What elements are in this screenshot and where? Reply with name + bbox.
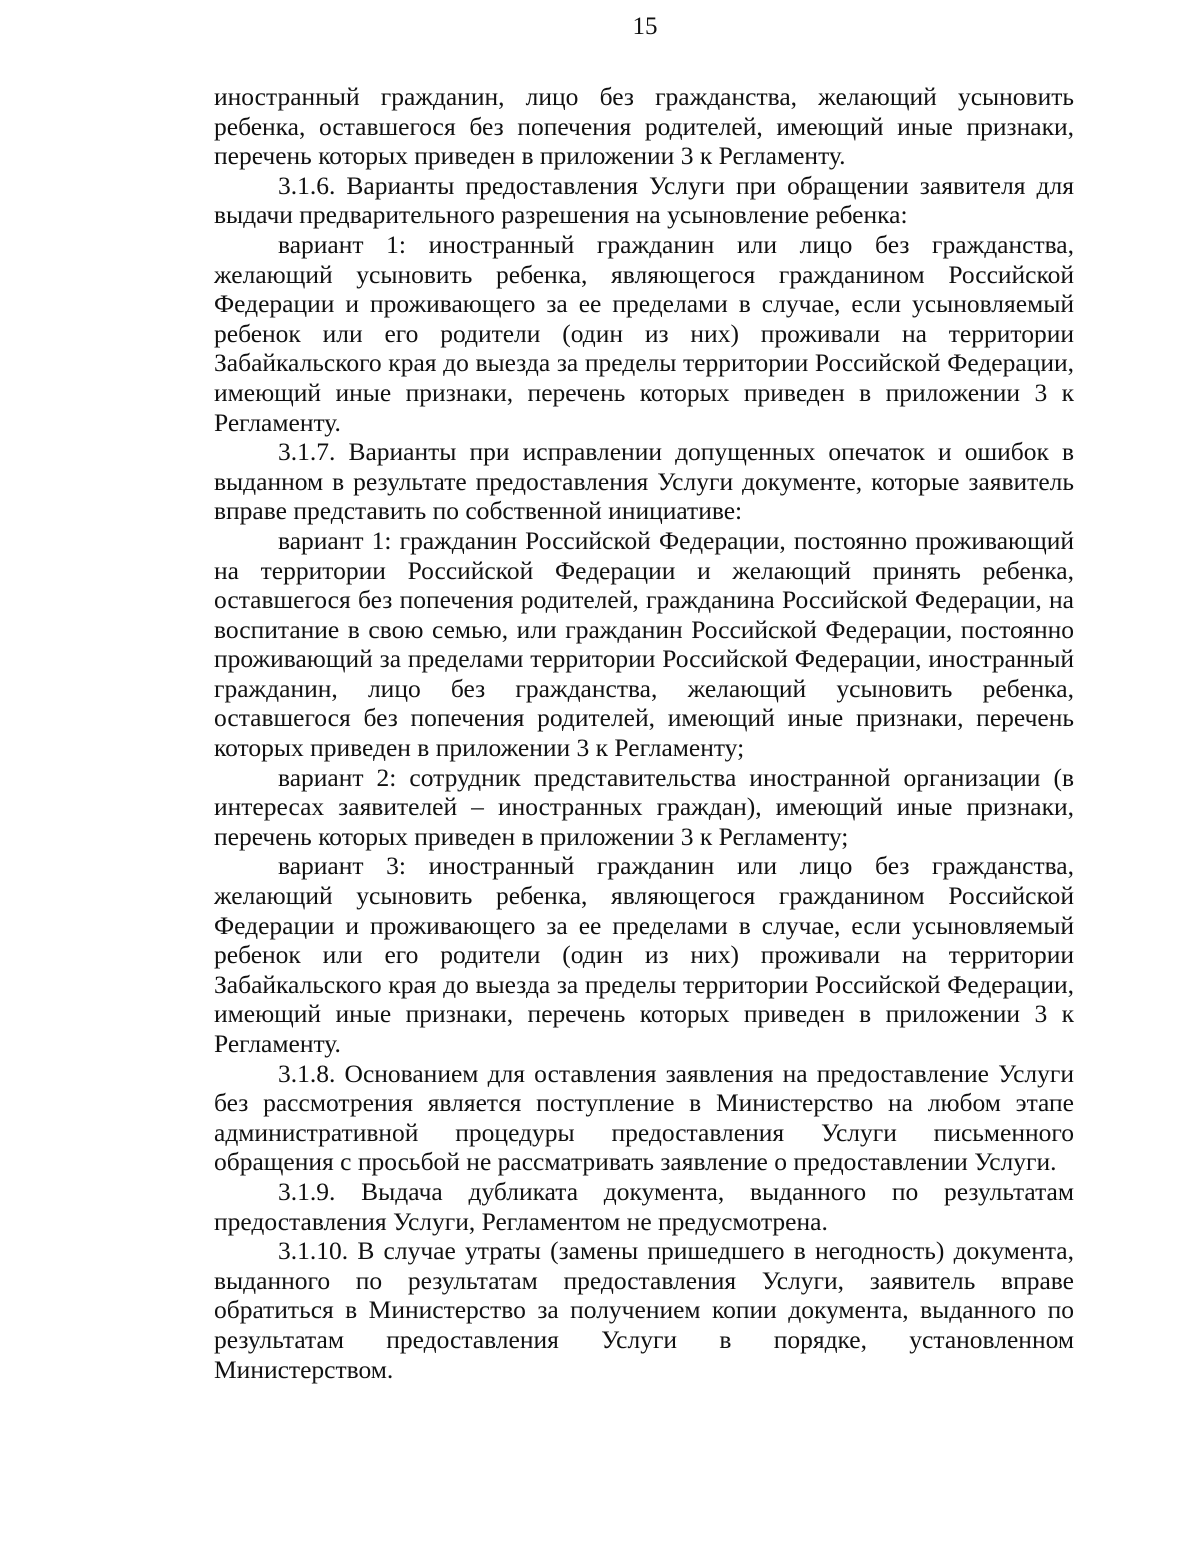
- paragraph-3-1-7-variant-1: вариант 1: гражданин Российской Федерации, постоянно проживающий на территории Российской Федерации и желающий принять ребенка, оставшегося без попечения родителей, гражданина Российской Федерации, на воспитание в свою семью, или гражданин Российской Федерации, постоянно проживающий за пределами территории Российской Федерации, иностранный гражданин, лицо без гражданства, желающий усыновить ребенка, оставшегося без попечения родителей, имеющий иные признаки, перечень которых приведен в приложении 3 к Регламенту;: [214, 525, 1074, 763]
- paragraph-3-1-7-variant-2: вариант 2: сотрудник представительства иностранной организации (в интересах заявителей – иностранных граждан), имеющий иные признаки, перечень которых приведен в приложении 3 к Регламенту;: [214, 762, 1074, 851]
- paragraph-3-1-10: 3.1.10. В случае утраты (замены пришедшего в негодность) документа, выданного по результатам предоставления Услуги, заявитель вправе обратиться в Министерство за получением копии документа, выданного по результатам предоставления Услуги в порядке, установленном Министерством.: [214, 1236, 1074, 1384]
- paragraph-continuation: иностранный гражданин, лицо без гражданства, желающий усыновить ребенка, оставшегося без попечения родителей, имеющий иные признаки, перечень которых приведен в приложении 3 к Регламенту.: [214, 82, 1074, 171]
- paragraph-3-1-7: 3.1.7. Варианты при исправлении допущенных опечаток и ошибок в выданном в результате предоставления Услуги документе, которые заявитель вправе представить по собственной инициативе:: [214, 437, 1074, 526]
- paragraph-3-1-7-variant-3: вариант 3: иностранный гражданин или лицо без гражданства, желающий усыновить ребенка, являющегося гражданином Российской Федерации и проживающего за ее пределами в случае, если усыновляемый ребенок или его родители (один из них) проживали на территории Забайкальского края до выезда за пределы территории Российской Федерации, имеющий иные признаки, перечень которых приведен в приложении 3 к Регламенту.: [214, 851, 1074, 1058]
- page-number: 15: [632, 13, 658, 40]
- paragraph-3-1-8: 3.1.8. Основанием для оставления заявления на предоставление Услуги без рассмотрения является поступление в Министерство на любом этапе административной процедуры предоставления Услуги письменного обращения с просьбой не рассматривать заявление о предоставлении Услуги.: [214, 1058, 1074, 1177]
- paragraph-3-1-9: 3.1.9. Выдача дубликата документа, выданного по результатам предоставления Услуги, Регламентом не предусмотрена.: [214, 1176, 1074, 1236]
- paragraph-3-1-6-variant-1: вариант 1: иностранный гражданин или лицо без гражданства, желающий усыновить ребенка, являющегося гражданином Российской Федерации и проживающего за ее пределами в случае, если усыновляемый ребенок или его родители (один из них) проживали на территории Забайкальского края до выезда за пределы территории Российской Федерации, имеющий иные признаки, перечень которых приведен в приложении 3 к Регламенту.: [214, 229, 1074, 437]
- document-body: [214, 82, 1074, 1384]
- paragraph-3-1-6: 3.1.6. Варианты предоставления Услуги при обращении заявителя для выдачи предварительного разрешения на усыновление ребенка:: [214, 170, 1074, 230]
